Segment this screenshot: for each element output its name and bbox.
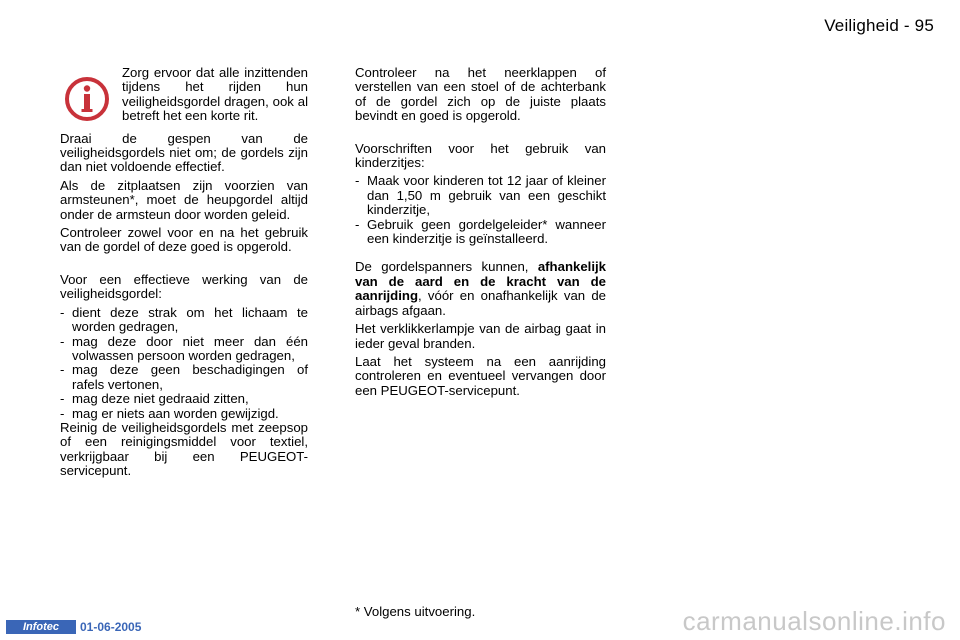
child-seat-list (355, 174, 606, 246)
infotec-logo: Infotec (6, 620, 76, 634)
notice-text: Zorg ervoor dat alle inzittenden tijdens het rijden hun veiligheidsgordel dragen, ook al betreft het een korte rit. (122, 65, 308, 124)
paragraph: Als de zitplaatsen zijn voorzien van armsteunen*, moet de heupgordel altijd onder de armsteun door worden geleid. (60, 177, 308, 222)
list-item: - mag deze niet gedraaid zitten, (60, 392, 308, 406)
paragraph: Laat het systeem na een aanrijding controleren en eventueel vervangen door een PEUGEOT-servicepunt. (355, 353, 606, 398)
footnote: * Volgens uitvoering. (355, 604, 476, 619)
list-item: - mag deze door niet meer dan één volwassen persoon worden gedragen, (60, 335, 308, 364)
left-column (60, 66, 308, 483)
info-notice (60, 66, 308, 124)
paragraph: Draai de gespen van de veiligheidsgordels niet om; de gordels zijn dan niet voldoende effectief. (60, 130, 308, 175)
paragraph: Voor een effectieve werking van de veiligheidsgordel: (60, 271, 308, 302)
right-column (355, 66, 606, 402)
text-run: De gordelspanners kunnen, (355, 259, 538, 275)
page-title: Veiligheid - 95 (824, 16, 934, 35)
belt-requirements-list (60, 306, 308, 421)
paragraph: Controleer na het neerklappen of verstellen van een stoel of de achterbank of de gordel zich op de juiste plaats bevindt en goed is opgerold. (355, 65, 606, 124)
paragraph (355, 260, 606, 318)
info-icon (64, 76, 110, 122)
bold-text: afhankelijk van de aard en de kracht van de aanrijding (355, 259, 606, 304)
watermark: carmanualsonline.info (682, 606, 946, 636)
paragraph: Het verklikkerlampje van de airbag gaat in ieder geval branden. (355, 321, 606, 351)
list-item: - mag er niets aan worden gewijzigd. (60, 407, 308, 421)
list-item: - dient deze strak om het lichaam te worden gedragen, (60, 306, 308, 335)
paragraph: Reinig de veiligheidsgordels met zeepsop of een reinigingsmiddel voor textiel, verkrijgbaar bij een PEUGEOT-servicepunt. (60, 419, 308, 479)
footer-date: 01-06-2005 (80, 620, 142, 634)
list-item: - Gebruik geen gordelgeleider* wanneer een kinderzitje is geïnstalleerd. (355, 218, 606, 247)
paragraph: Voorschriften voor het gebruik van kinderzitjes: (355, 140, 606, 171)
list-item: - Maak voor kinderen tot 12 jaar of kleiner dan 1,50 m gebruik van een geschikt kinderzitje, (355, 174, 606, 217)
text-run: , vóór en onafhankelijk van de airbags afgaan. (355, 288, 606, 318)
paragraph: Controleer zowel voor en na het gebruik van de gordel of deze goed is opgerold. (60, 225, 308, 255)
list-item: - mag deze geen beschadigingen of rafels vertonen, (60, 363, 308, 392)
